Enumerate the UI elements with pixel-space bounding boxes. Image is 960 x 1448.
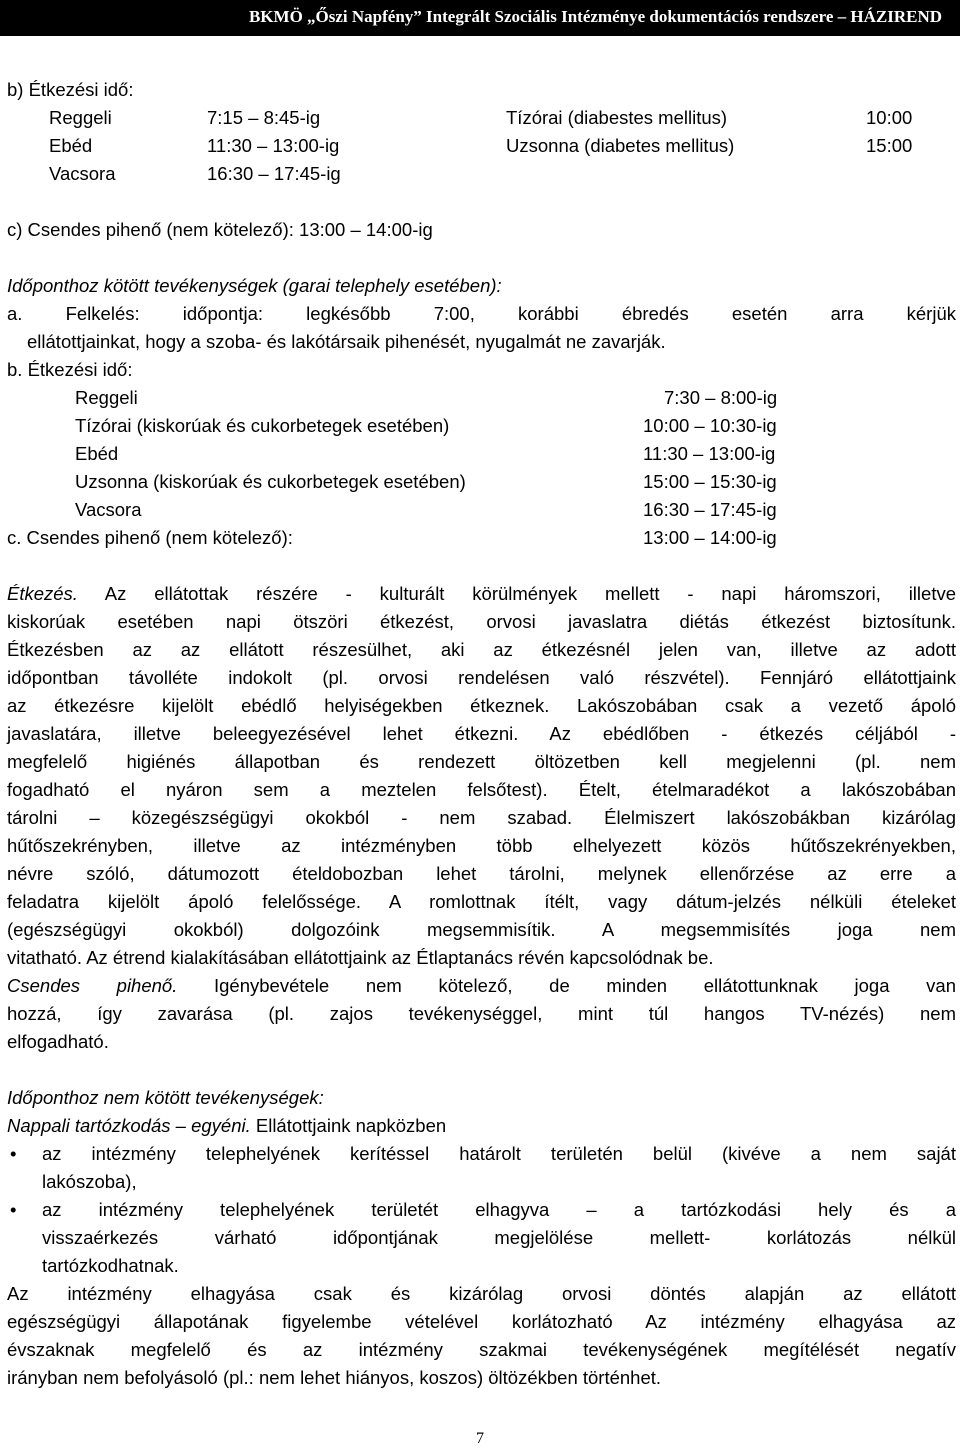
meals-paragraph-line: javaslatára, illetve beleegyezésével lehet étkezni. Az ebédlőben - étkezés céljából - [7, 723, 956, 744]
meals-paragraph-line: megfelelő higiénés állapotban és rendezett öltözetben kell megjelenni (pl. nem [7, 751, 956, 772]
rest-paragraph-line: hozzá, így zavarása (pl. zajos tevékenységgel, mint túl hangos TV-nézés) nem [7, 1003, 956, 1024]
meal-row [7, 104, 956, 132]
meals-paragraph-line: hűtőszekrényben, illetve az intézményben több elhelyezett közös hűtőszekrényekben, [7, 835, 956, 856]
rest-paragraph-line: elfogadható. [7, 1031, 109, 1052]
meal-time: 16:30 – 17:45-ig [643, 499, 777, 520]
meal-time: 11:30 – 13:00-ig [207, 135, 340, 156]
leaving-paragraph-line: egészségügyi állapotának figyelembe vételével korlátozható Az intézmény elhagyása az [7, 1311, 956, 1332]
meal-times-title: b. Étkezési idő: [7, 359, 133, 380]
meal-row [7, 496, 956, 524]
unscheduled-activities-heading: Időponthoz nem kötött tevékenységek: [7, 1087, 324, 1108]
meal-time: 7:30 – 8:00-ig [664, 387, 778, 408]
meals-paragraph-line: (egészségügyi okokból) dolgozóink megsemmisítik. A megsemmisítés joga nem [7, 919, 956, 940]
document-body [7, 76, 956, 1392]
meals-paragraph-line: kiskorúak esetében napi ötszöri étkezést, orvosi javaslatra diétás étkezést biztosítunk. [7, 611, 956, 632]
meal-time: 16:30 – 17:45-ig [207, 163, 341, 184]
meal-time: 10:00 – 10:30-ig [643, 415, 777, 436]
meal-row [7, 160, 956, 188]
meal-row [7, 468, 956, 496]
meal-time: 11:30 – 13:00-ig [643, 443, 776, 464]
meals-paragraph-line: az étkezésre kijelölt ebédlő helyiségekben étkeznek. Lakószobában csak a vezető ápoló [7, 695, 956, 716]
rest-time-line: c) Csendes pihenő (nem kötelező): 13:00 – 14:00-ig [7, 219, 433, 240]
meal-name: Reggeli [75, 387, 138, 408]
meal-row [7, 440, 956, 468]
meal-row [7, 412, 956, 440]
document-header: BKMÖ „Őszi Napfény” Integrált Szociális Intézménye dokumentációs rendszere – HÁZIREND [0, 0, 960, 36]
leaving-paragraph-line: irányban nem befolyásoló (pl.: nem lehet hiányos, koszos) öltözékben történhet. [7, 1367, 662, 1388]
bullet-item: • az intézmény telephelyének kerítéssel határolt területén belül (kivéve a nem saját lakószoba), [7, 1140, 956, 1196]
wake-up-line: ellátottjainkat, hogy a szoba- és lakótársaik pihenését, nyugalmát ne zavarják. [27, 331, 666, 352]
bullet-icon: • [10, 1199, 17, 1220]
leaving-paragraph-line: évszaknak megfelelő és az intézmény szakmai tevékenységének megítélését negatív [7, 1339, 956, 1360]
page-number: 7 [476, 1430, 484, 1447]
meals-paragraph-line: feladatra kijelölt ápoló felelőssége. A romlottnak ítélt, vagy dátum-jelzés nélküli ételeket [7, 891, 956, 912]
diabetic-meal-time: 10:00 [866, 107, 913, 128]
rest-row [7, 524, 956, 552]
meal-name: Uzsonna (kiskorúak és cukorbetegek esetében) [75, 471, 466, 492]
bullet-item: • az intézmény telephelyének területét elhagyva – a tartózkodási hely és a visszaérkezés várható időpontjának megjelölése mellett- korlátozás nélkül tartózkodhatnak. [7, 1196, 956, 1280]
diabetic-meal-time: 15:00 [866, 135, 913, 156]
wake-up-line: a. Felkelés: időpontja: legkésőbb 7:00, korábbi ébredés esetén arra kérjük [7, 303, 956, 324]
daytime-stay-line: Nappali tartózkodás – egyéni. Ellátottjaink napközben [7, 1115, 447, 1136]
meal-name: Ebéd [49, 135, 93, 156]
rest-time: 13:00 – 14:00-ig [643, 527, 777, 548]
meals-paragraph-line: Étkezés. Az ellátottak részére - kulturált körülmények mellett - napi háromszori, illetve [7, 583, 956, 604]
meal-name: Vacsora [49, 163, 116, 184]
meals-paragraph-line: Étkezésben az az ellátott részesülhet, aki az étkezésnél jelen van, illetve az adott [7, 639, 956, 660]
meals-paragraph-line: időpontban távolléte indokolt (pl. orvosi rendelésen való részvétel). Fennjáró ellátottjaink [7, 667, 956, 688]
meals-paragraph-line: vitatható. Az étrend kialakításában ellátottjaink az Étlaptanács révén kapcsolódnak be. [7, 947, 714, 968]
bullet-icon: • [10, 1143, 17, 1164]
leaving-paragraph-line: Az intézmény elhagyása csak és kizárólag orvosi döntés alapján az ellátott [7, 1283, 956, 1304]
meal-name: Vacsora [75, 499, 142, 520]
diabetic-meal-name: Tízórai (diabestes mellitus) [506, 107, 728, 128]
rest-paragraph-line: Csendes pihenő. Igénybevétele nem kötelező, de minden ellátottunknak joga van [7, 975, 956, 996]
meal-name: Ebéd [75, 443, 119, 464]
meals-paragraph-line: tárolni – közegészségügyi okokból - nem szabad. Élelmiszert lakószobákban kizárólag [7, 807, 956, 828]
meal-time: 15:00 – 15:30-ig [643, 471, 777, 492]
rest-label: c. Csendes pihenő (nem kötelező): [7, 527, 293, 548]
meal-row [7, 384, 956, 412]
meals-paragraph-line: fogadható el nyáron sem a meztelen felsőtest). Ételt, ételmaradékot a lakószobában [7, 779, 956, 800]
meal-row [7, 132, 956, 160]
meal-times-title: b) Étkezési idő: [7, 79, 134, 100]
meal-name: Tízórai (kiskorúak és cukorbetegek esetében) [75, 415, 450, 436]
scheduled-activities-heading: Időponthoz kötött tevékenységek (garai telephely esetében): [7, 275, 502, 296]
meal-time: 7:15 – 8:45-ig [207, 107, 321, 128]
diabetic-meal-name: Uzsonna (diabetes mellitus) [506, 135, 735, 156]
meal-name: Reggeli [49, 107, 112, 128]
meals-paragraph-line: névre szóló, dátumozott ételdobozban lehet tárolni, melynek ellenőrzése az erre a [7, 863, 956, 884]
